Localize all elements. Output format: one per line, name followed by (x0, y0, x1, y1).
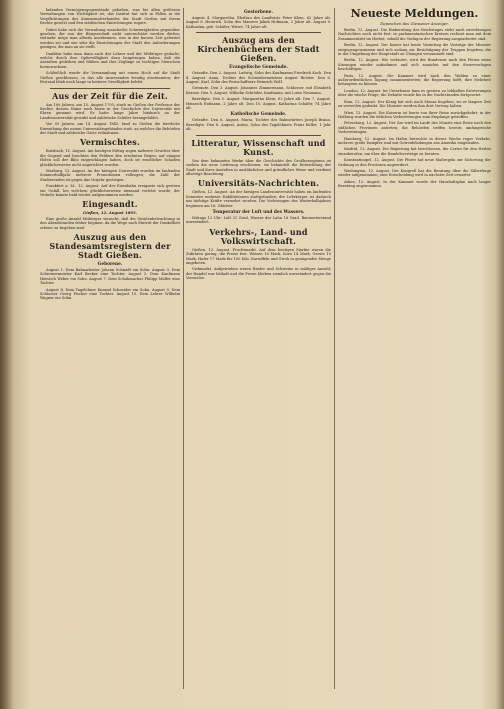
source-line: Depeschen des Giessener Anzeiger. (380, 21, 449, 26)
subheading: Temperatur der Luft und des Wassers. (212, 209, 305, 215)
section-heading: Universitäts-Nachrichten. (197, 178, 320, 189)
article-paragraph: Berlin, 12. August. Die Einberufung des Reichstages steht nach zuverlässigen Nachrichten noch nicht fest; in parlamentarischen Kreisen rechnet man mit dem Zusammentritt im Herbst, sobald die Vorlagen der Regierung ausgearbeitet sind. (338, 28, 491, 41)
article-paragraph: Mittags 12 Uhr: Luft 21 Grad, Wasser der Lahn 18 Grad. Barometerstand unverändert. (186, 215, 331, 225)
article-paragraph: August 8. Dem Tagelöhner Konrad Schneider ein Sohn. August 9. Dem Schlosser Georg Fischer eine Tochter. August 10. Dem Lehrer Wilhelm Wagner ein Sohn. (40, 287, 180, 301)
article-paragraph: Getraute. Den 3. August. Johannes Zimmermann, Schlosser, mit Elisabeth Krause. Den 5. August. Wilhelm Schröder, Kaufmann, mit Luise Neumann. (186, 86, 331, 95)
column-rule (183, 8, 184, 689)
column-right (338, 8, 491, 689)
divider (196, 32, 321, 33)
article-paragraph: Gießen, 12. August. An der hiesigen Landesuniversität haben im laufenden Semester mehrere Habilitationen stattgefunden; der Lehrkörper ist dadurch um tüchtige Kräfte vermehrt worden. Die Vorlesungen des Winterhalbjahres beginnen am 16. Oktober. (186, 190, 331, 208)
subheading: Gestorbene. (243, 10, 274, 15)
section-heading: Vermischtes. (80, 137, 140, 148)
article-paragraph: Getaufte. Den 2. August. Ludwig, Sohn des Kaufmanns Friedrich Koch. Den 4. August. Anna, Tochter des Schneidermeisters August Richter. Den 6. August. Karl, Sohn des Postschaffners Heinrich Wolf. (186, 71, 331, 85)
page-footer (38, 692, 490, 705)
subheading: Katholische Gemeinde. (230, 112, 287, 118)
article-paragraph: Beerdigte. Den 5. August. Margaretha Klein, 62 Jahre alt. Den 7. August. Heinrich Hofmann, 2 Jahre alt. Den 10. August. Katharina Schäfer, 74 Jahre alt. (186, 97, 331, 111)
article-paragraph: Paris, 12. August. Die Kammer wird nach den Wahlen zu einer außerordentlichen Tagung zusammentreten; die Regierung hofft, ihre Mehrheit behaupten zu können. (338, 73, 491, 87)
divider (50, 88, 170, 89)
article-paragraph: Petersburg, 12. August. Der Zar wird im Laufe des Monats eine Reise nach den südlichen Provinzen antreten; die Behörden treffen bereits umfangreiche Vorbereitungen. (338, 121, 491, 135)
article-paragraph: Berlin, 12. August. Wie verlautet, wird der Bundesrat nach den Ferien seine Sitzungen wieder aufnehmen und sich zunächst mit den Steuervorlagen beschäftigen. (338, 58, 491, 72)
article-paragraph: ladenden Vermögensgegenstände gehalten, was bei allen größeren Verwaltungen von Wichtigkeit ist; das Institut hat sich in Fällen in die Verpflichtungen des Kommunalverbandes der Stadt Gießen mit ihrem Rechte gesetzt und den städtischen Einrichtungen zugute. (40, 8, 180, 26)
article-paragraph: Schließlich wurde die Versammlung mit einem Hoch auf die Stadt Gießen geschlossen, in das alle Anwesenden freudig einstimmten; der Festsaal blieb noch lange in heiterer Geselligkeit belebt. (40, 71, 180, 85)
article-paragraph: Washington, 12. August. Der Kongreß hat die Beratung über die Silberfrage wieder aufgenommen; eine Entscheidung wird in nächster Zeit erwartet. (338, 168, 491, 178)
article-paragraph: Von dem bekannten Werke über die Geschichte des Großherzogtums ist soeben die neue Lieferung erschienen; sie behandelt die Entwicklung der Stadt und ihrer Anstalten in ausführlicher und gründlicher Weise und verdient allseitige Beachtung. (186, 158, 331, 176)
section-heading: Aus der Zeit für die Zeit. (52, 90, 168, 101)
column-rule (334, 8, 335, 689)
article-paragraph: Berlin, 12. August. Der Kaiser hat heute Vormittag die Vorträge der Minister entgegengenommen und sich sodann zur Besichtigung der Truppen begeben, die in der Umgebung der Hauptstadt zu Übungen versammelt sind. (338, 43, 491, 57)
section-heading: Litteratur, Wissenschaft und Kunst. (191, 137, 326, 157)
article-paragraph: Gießen, 12. August. Fruchtmarkt. Auf dem heutigen Markte waren die Zufuhren gering, die Preise fest. Weizen 16 Mark, Korn 14 Mark, Gerste 15 Mark, Hafer 17 Mark für 100 Kilo. Kartoffeln und Stroh in genügender Menge angeboten. (186, 247, 331, 265)
article-paragraph: Madrid, 12. August. Die Regierung hat beschlossen, die Cortes für den Herbst einzuberufen, um über die Handelsverträge zu beraten. (338, 147, 491, 156)
section-heading: Auszug aus den Standesamtsregistern der Stadt Gießen. (49, 232, 171, 261)
section-heading: Neueste Meldungen. (350, 8, 479, 20)
column-middle (186, 8, 331, 689)
article-paragraph: Frankfurt a. M., 12. August. Auf der Eisenbahn ereignete sich gestern ein Unfall, bei welchem glücklicherweise niemand verletzt wurde; der Verkehr konnte bald wieder aufgenommen werden. (40, 184, 180, 197)
article-paragraph: August 1. Dem Bahnarbeiter Johann Schmidt ein Sohn. August 3. Dem Schreinermeister Karl Becker eine Tochter. August 5. Dem Kaufmann Heinrich Weber ein Sohn. August 7. Dem Schuhmacher Philipp Müller eine Tochter. (40, 268, 180, 286)
article-paragraph: Athen, 12. August. In der Kammer wurde der Haushaltsplan nach langer Beratung angenommen. (338, 179, 491, 189)
column-left (40, 8, 180, 689)
article-paragraph: Rom, 12. August. Der König hat sich nach Monza begeben, wo er längere Zeit zu verweilen gedenkt. Die Minister werden ihm dort Vortrag halten. (338, 99, 491, 109)
article-paragraph: Am 100 Jahren, am 15. August 1793, starb zu Gießen der Professor der Rechte, dessen Name noch heute in der Geschichte der Universität mit Ehren genannt wird. Er hatte lange Jahre hindurch an der Landesuniversität gewirkt und zahlreiche Schüler herangebildet. (40, 102, 180, 120)
dateline: Gießen, 12. August 1893. (83, 210, 137, 216)
article-paragraph: Marburg, 12. August. An der hiesigen Universität wurden im laufenden Sommerhalbjahr mehrere Promotionen vollzogen; die Zahl der Studierenden ist gegen das Vorjahr gestiegen. (40, 168, 180, 182)
article-paragraph: Dabei habe sich die Verwaltung mancherlei Schwierigkeiten gegenüber gesehen, die von der Bürgerschaft nicht unterschätzt werden dürfen; vielmehr möge man allseits anerkennen, was in der kurzen Zeit geleistet worden sei und wie sehr die Einrichtungen der Stadt den Anforderungen genügen, die man an sie stellt. (40, 27, 180, 50)
article-paragraph: Wien, 12. August. Die Kaiserin ist heute von ihrer Reise zurückgekehrt; in der Hofburg wurden die üblichen Vorbereitungen zum Empfange getroffen. (338, 110, 491, 119)
divider (196, 135, 321, 136)
article-paragraph: Viehmarkt. Aufgetrieben waren Rinder und Schweine in mäßiger Anzahl; der Handel war lebhaft und die Preise blieben ziemlich unverändert gegen die Vorwoche. (186, 267, 331, 281)
article-paragraph: Dankbar habe man dann auch der Lehrer und der Mitbürger gedacht, welche durch ihre Opferwilligkeit dazu beigetragen haben, daß die Anstalten gedeihen und blühen und ihre Zöglinge zu tüchtigen Menschen heranwachsen. (40, 51, 180, 69)
article-paragraph: Konstantinopel, 12. August. Die Pforte hat neue Maßregeln zur Sicherung der Ordnung in den Provinzen angeordnet. (338, 158, 491, 167)
section-heading: Auszug aus den Kirchenbüchern der Stadt Gießen. (197, 35, 320, 64)
article-paragraph: Butzbach, 11. August. Am heutigen Mittag zogen mehrere Gewitter über die Gegend und brachten den Feldern den ersehnten Regen; auf einigen Höfen soll der Blitz eingeschlagen haben, doch ist ernstlicher Schaden glücklicherweise nicht angerichtet worden. (40, 149, 180, 167)
article-paragraph: London, 12. August. Im Unterhause kam es gestern zu lebhaften Erörterungen über die irische Frage; die Debatte wurde bis in die Nachtstunden fortgesetzt. (338, 88, 491, 98)
section-heading: Eingesandt. (82, 199, 138, 210)
article-paragraph: August 4. Margaretha, Ehefrau des Landwirts Peter Klein, 62 Jahre alt. August 6. Heinrich, Sohn des Maurers Jakob Hofmann, 2 Jahre alt. August 9. Katharina, geb. Schäfer, Witwe, 74 Jahre alt. (186, 16, 331, 29)
subheading: Geborene. (97, 262, 123, 268)
article-paragraph: Eine große Anzahl Mitbürger wünscht, daß die Straßenbeleuchtung in den Abendstunden früher beginne, da die Wege nach Eintritt der Dunkelheit schwer zu begehen sind. (40, 216, 180, 230)
subheading: Evangelische Gemeinde. (229, 65, 288, 71)
article-paragraph: Vor 50 Jahren, am 14. August 1843, fand zu Gießen die feierliche Einweihung des neuen Universitätsgebäudes statt, an welcher die Behörden der Stadt und zahlreiche Gäste teilnahmen. (40, 122, 180, 135)
article-paragraph: Getaufte. Den 6. August. Maria, Tochter des Bahnwärters Joseph Braun. Beerdigte. Den 8. August. Anton, Sohn des Tagelöhners Franz Keller, 1 Jahr alt. (186, 118, 331, 132)
article-paragraph: Hamburg, 12. August. Im Hafen herrschte in dieser Woche reger Verkehr; mehrere große Dampfer sind mit Getreideladungen aus Amerika eingelaufen. (338, 136, 491, 145)
section-heading: Verkehrs-, Land- und Volkswirtschaft. (209, 226, 308, 246)
